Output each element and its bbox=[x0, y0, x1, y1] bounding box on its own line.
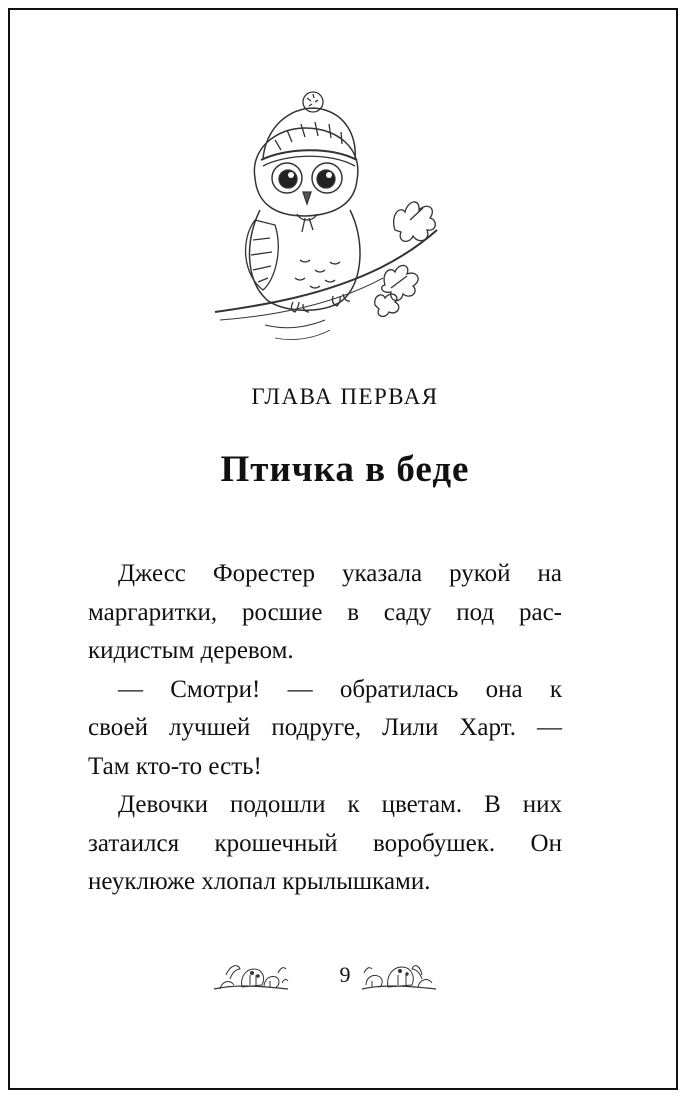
page-number: 9 bbox=[339, 962, 351, 987]
chapter-title: Птичка в беде bbox=[220, 449, 470, 490]
paragraph bbox=[88, 671, 562, 787]
owl-illustration-icon bbox=[205, 80, 445, 350]
text-line: Там кто-то есть! bbox=[88, 752, 262, 780]
page-footer bbox=[0, 955, 690, 1001]
text-line: маргаритки, росшие в саду под рас- bbox=[88, 598, 562, 626]
chapter-label: ГЛАВА ПЕРВАЯ bbox=[251, 384, 439, 409]
paragraph bbox=[88, 786, 562, 902]
paragraph bbox=[88, 555, 562, 671]
text-line: своей лучшей подруге, Лили Харт. — bbox=[88, 714, 562, 741]
text-line: кидистым деревом. bbox=[88, 637, 294, 664]
text-line: затаился крошечный воробушек. Он bbox=[88, 829, 562, 857]
body-text bbox=[88, 555, 562, 902]
text-line: неуклюже хлопал крылышками. bbox=[88, 868, 431, 895]
text-line: Джесс Форестер указала рукой на bbox=[118, 560, 562, 587]
text-line: — Смотри! — обратилась она к bbox=[118, 675, 562, 703]
mushroom-ornament-icon bbox=[360, 955, 438, 997]
text-line: Девочки подошли к цветам. В них bbox=[118, 791, 562, 818]
